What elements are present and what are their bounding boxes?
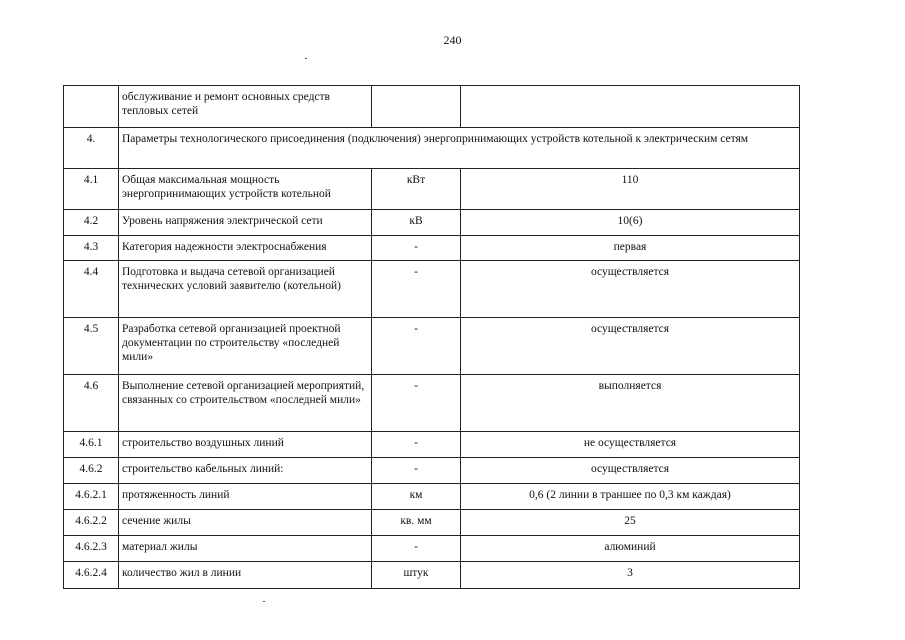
parameter-name-cell: строительство воздушных линий [119, 432, 372, 458]
scan-speck [263, 601, 265, 602]
unit-cell: - [372, 375, 461, 432]
parameters-table-body [64, 86, 800, 589]
row-number-cell: 4.6.2.2 [64, 510, 119, 536]
row-number-cell: 4.6.2.1 [64, 484, 119, 510]
parameter-name-cell: Разработка сетевой организацией проектной документации по строительству «последней мили» [119, 318, 372, 375]
value-cell: 0,6 (2 линии в траншее по 0,3 км каждая) [461, 484, 800, 510]
unit-cell [372, 86, 461, 128]
row-number-cell: 4.3 [64, 236, 119, 261]
table-row [64, 236, 800, 261]
unit-cell: кв. мм [372, 510, 461, 536]
unit-cell: - [372, 458, 461, 484]
parameter-name-cell: количество жил в линии [119, 562, 372, 589]
value-cell: осуществляется [461, 458, 800, 484]
row-number-cell: 4.2 [64, 210, 119, 236]
parameter-name-cell: Выполнение сетевой организацией мероприятий, связанных со строительством «последней мили» [119, 375, 372, 432]
row-number-cell: 4.6.1 [64, 432, 119, 458]
parameter-name-cell: протяженность линий [119, 484, 372, 510]
unit-cell: штук [372, 562, 461, 589]
table-row [64, 484, 800, 510]
row-number-cell: 4.6.2.3 [64, 536, 119, 562]
section-title-cell: Параметры технологического присоединения (подключения) энергопринимающих устройств котельной к электрическим сетям [119, 128, 800, 169]
parameter-name-cell: Подготовка и выдача сетевой организацией технических условий заявителю (котельной) [119, 261, 372, 318]
value-cell: 110 [461, 169, 800, 210]
value-cell: осуществляется [461, 261, 800, 318]
parameter-name-cell: обслуживание и ремонт основных средств тепловых сетей [119, 86, 372, 128]
table-row [64, 86, 800, 128]
value-cell: 10(6) [461, 210, 800, 236]
table-row [64, 536, 800, 562]
row-number-cell: 4.1 [64, 169, 119, 210]
value-cell: не осуществляется [461, 432, 800, 458]
table-row [64, 432, 800, 458]
unit-cell: - [372, 318, 461, 375]
value-cell [461, 86, 800, 128]
unit-cell: - [372, 236, 461, 261]
table-row [64, 169, 800, 210]
value-cell: алюминий [461, 536, 800, 562]
row-number-cell: 4. [64, 128, 119, 169]
row-number-cell: 4.6.2.4 [64, 562, 119, 589]
parameter-name-cell: сечение жилы [119, 510, 372, 536]
table-row [64, 210, 800, 236]
table-row [64, 375, 800, 432]
value-cell: осуществляется [461, 318, 800, 375]
row-number-cell [64, 86, 119, 128]
unit-cell: - [372, 261, 461, 318]
scan-speck [305, 58, 307, 59]
unit-cell: км [372, 484, 461, 510]
row-number-cell: 4.6.2 [64, 458, 119, 484]
table-row [64, 128, 800, 169]
parameters-table [63, 85, 800, 589]
page-number: 240 [443, 33, 462, 47]
value-cell: 3 [461, 562, 800, 589]
table-row [64, 458, 800, 484]
value-cell: 25 [461, 510, 800, 536]
table-row [64, 510, 800, 536]
unit-cell: кВ [372, 210, 461, 236]
unit-cell: - [372, 432, 461, 458]
table-row [64, 562, 800, 589]
parameter-name-cell: строительство кабельных линий: [119, 458, 372, 484]
row-number-cell: 4.5 [64, 318, 119, 375]
table-row [64, 261, 800, 318]
parameter-name-cell: Уровень напряжения электрической сети [119, 210, 372, 236]
value-cell: выполняется [461, 375, 800, 432]
unit-cell: - [372, 536, 461, 562]
value-cell: первая [461, 236, 800, 261]
parameter-name-cell: Категория надежности электроснабжения [119, 236, 372, 261]
row-number-cell: 4.6 [64, 375, 119, 432]
row-number-cell: 4.4 [64, 261, 119, 318]
unit-cell: кВт [372, 169, 461, 210]
table-row [64, 318, 800, 375]
parameter-name-cell: материал жилы [119, 536, 372, 562]
parameter-name-cell: Общая максимальная мощность энергопринимающих устройств котельной [119, 169, 372, 210]
